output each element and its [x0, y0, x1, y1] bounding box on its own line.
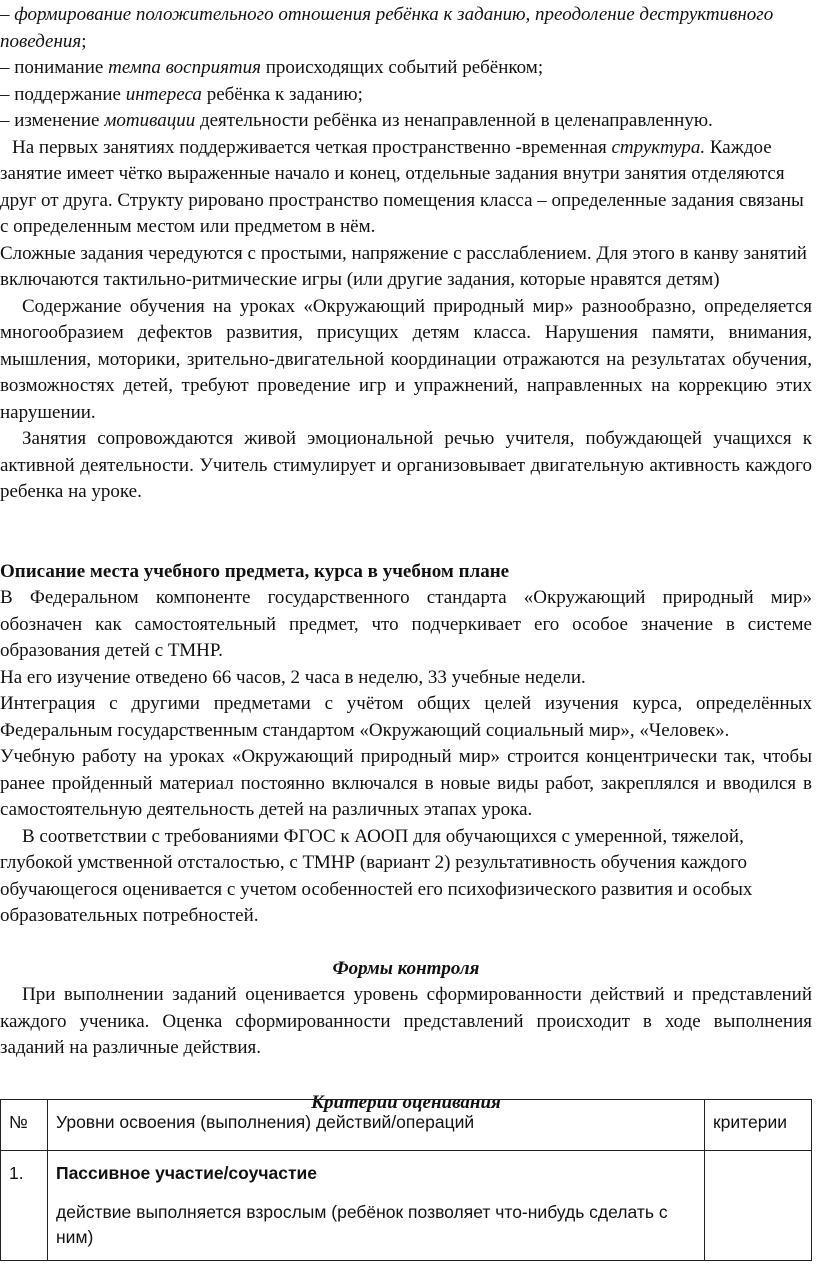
section-heading: Описание места учебного предмета, курса в учебном плане	[0, 560, 510, 582]
list-item	[0, 55, 812, 82]
list-text: происходящих событий ребёнком;	[260, 57, 544, 78]
paragraph: Учебную работу на уроках «Окружающий природный мир» строится концентрически так, чтобы ранее пройденный материал постоянно включался в новые виды работ, закреплялся и вводился в самостоятельную деятельность детей на различных этапах урока.	[0, 746, 812, 820]
paragraph-text-italic: структура.	[611, 136, 706, 158]
list-item	[0, 108, 812, 135]
paragraph: На его изучение отведено 66 часов, 2 часа в неделю, 33 учебные недели.	[0, 666, 586, 688]
level-title: Пассивное участие/соучастие	[56, 1163, 318, 1183]
list-dash: –	[0, 4, 15, 25]
paragraph-text: На первых занятиях поддерживается четкая пространственно -временная	[12, 136, 612, 158]
paragraph: Интеграция с другими предметами с учётом общих целей изучения курса, определённых Федеральным государственным стандартом «Окружающий социальный мир», «Человек».	[0, 693, 812, 741]
list-text: изменение	[14, 110, 105, 131]
column-header-number: №	[1, 1100, 48, 1151]
criteria-table	[0, 1099, 812, 1261]
paragraph: При выполнении заданий оценивается уровень сформированности действий и представлений каждого ученика. Оценка сформированности представлений происходит в ходе выполнения заданий на различные действия.	[0, 984, 812, 1058]
list-text-italic: формирование положительного отношения ребёнка к заданию, преодоление деструктивного поведения	[0, 4, 774, 52]
column-header-levels: Уровни освоения (выполнения) действий/операций	[48, 1100, 705, 1151]
table-header-row	[1, 1100, 812, 1151]
criteria-cell	[705, 1151, 812, 1261]
list-dash: –	[0, 57, 15, 78]
column-header-criteria: критерии	[705, 1100, 812, 1151]
list-text: ребёнка к заданию;	[201, 83, 363, 105]
list-text: понимание	[14, 57, 109, 78]
paragraph: Содержание обучения на уроках «Окружающий природный мир» разнообразно, определяется многообразием дефектов развития, присущих детям класса. Нарушения памяти, внимания, мышления, моторики, зрительно-двигательной координации отражаются на результатах обучения, возможностях детей, требуют проведение игр и упражнений, направленных на коррекцию этих нарушении.	[0, 295, 812, 423]
list-text: поддержание	[14, 83, 126, 105]
paragraph: Занятия сопровождаются живой эмоциональной речью учителя, побуждающей учащихся к активной деятельности. Учитель стимулирует и организовывает двигательную активность каждого ребенка на уроке.	[0, 428, 812, 502]
level-cell	[48, 1151, 705, 1261]
row-number: 1.	[1, 1151, 48, 1261]
forms-heading: Формы контроля	[332, 957, 480, 979]
level-description: действие выполняется взрослым (ребёнок позволяет что-нибудь сделать с ним)	[56, 1202, 668, 1247]
criteria-heading: Критерии оценивания	[311, 1091, 501, 1113]
table-row	[1, 1151, 812, 1261]
list-item	[0, 82, 812, 109]
paragraph: В соответствии с требованиями ФГОС к АООП для обучающихся с умеренной, тяжелой, глубокой умственной отсталостью, с ТМНР (вариант 2) результативность обучения каждого обучающегося оценивается с учетом особенностей его психофизического развития и особых образовательных потребностей.	[0, 825, 753, 926]
list-dash: –	[0, 83, 15, 105]
list-text-italic: темпа восприятия	[108, 57, 261, 78]
list-dash: –	[0, 110, 15, 131]
list-text: деятельности ребёнка из ненаправленной в целенаправленную.	[195, 110, 713, 131]
paragraph: Сложные задания чередуются с простыми, напряжение с расслаблением. Для этого в канву занятий включаются тактильно-ритмические игры (или другие задания, которые нравятся детям)	[0, 242, 807, 290]
list-text-italic: мотивации	[104, 110, 196, 131]
structure-paragraph	[0, 135, 812, 241]
list-text-italic: интереса	[125, 83, 202, 105]
list-item	[0, 2, 812, 55]
goals-list	[0, 2, 812, 135]
paragraph-text: Каждое занятие имеет чётко выраженные начало и конец, отдельные задания внутри занятия отделяются друг от друга. Структу рировано пространство помещения класса – определенные задания связаны с определенным местом или предметом в нём.	[0, 136, 804, 237]
list-text: ;	[81, 30, 87, 52]
paragraph: В Федеральном компоненте государственного стандарта «Окружающий природный мир» обозначен как самостоятельный предмет, что подчеркивает его особое значение в системе образования детей с ТМНР.	[0, 587, 812, 661]
